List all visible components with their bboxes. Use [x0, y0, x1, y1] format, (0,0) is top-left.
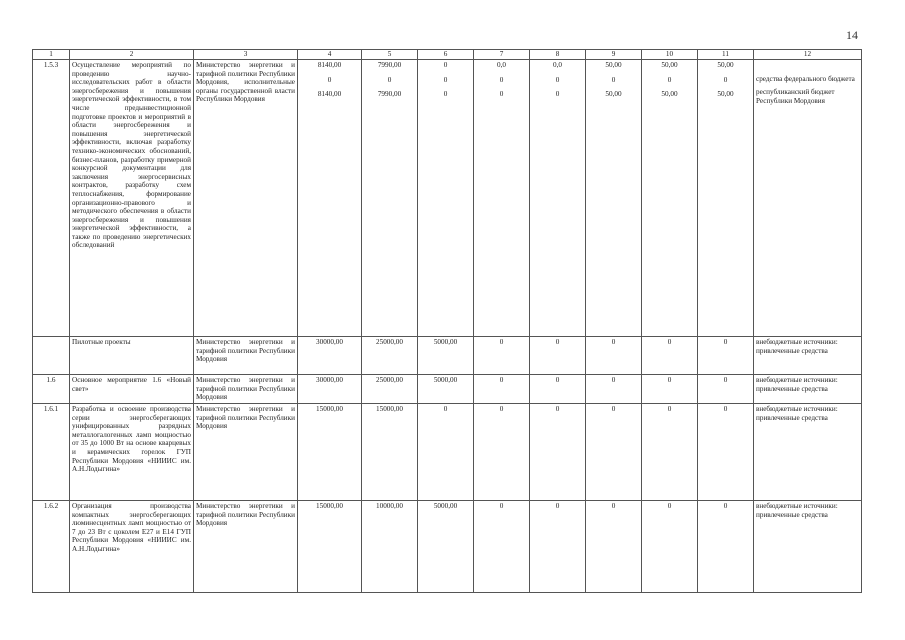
amount-total: 7990,00 — [377, 61, 402, 69]
amount: 0 — [586, 501, 642, 593]
amount-cell — [698, 60, 754, 337]
amount-total: 8140,00 — [317, 61, 342, 69]
amount-cell — [474, 60, 530, 337]
funding-source-cell — [754, 60, 862, 337]
amount-federal: 0 — [667, 75, 672, 84]
row-number: 1.6.2 — [33, 501, 70, 593]
amount-cell — [298, 60, 362, 337]
amount: 0 — [642, 501, 698, 593]
activity-description: Пилотные проекты — [70, 337, 194, 375]
col-header: 9 — [586, 50, 642, 60]
amount: 5000,00 — [418, 501, 474, 593]
funding-source: внебюджетные источники: привлеченные средства — [754, 404, 862, 501]
amount: 5000,00 — [418, 375, 474, 404]
amount: 0 — [474, 501, 530, 593]
col-header: 5 — [362, 50, 418, 60]
funding-source: внебюджетные источники: привлеченные средства — [754, 501, 862, 593]
amount-cell — [362, 60, 418, 337]
funding-source: внебюджетные источники: привлеченные средства — [754, 337, 862, 375]
amount-republic: 50,00 — [661, 90, 678, 99]
amount: 0 — [530, 375, 586, 404]
amount: 10000,00 — [362, 501, 418, 593]
table-row — [33, 60, 862, 337]
amount-total: 0 — [443, 61, 448, 69]
amount: 0 — [642, 337, 698, 375]
amount: 0 — [530, 404, 586, 501]
executor: Министерство энергетики и тарифной политики Республики Мордовия — [194, 501, 298, 593]
amount: 0 — [642, 404, 698, 501]
amount-federal: 0 — [499, 75, 504, 84]
executor: Министерство энергетики и тарифной политики Республики Мордовия — [194, 337, 298, 375]
activity-description: Организация производства компактных энергосберегающих люминесцентных ламп мощностью от 7 до 23 Вт с цоколем E27 и E14 ГУП Республики Мордовия «НИИИС им. А.Н.Лодыгина» — [70, 501, 194, 593]
amount: 0 — [418, 404, 474, 501]
amount-cell — [530, 60, 586, 337]
col-header: 6 — [418, 50, 474, 60]
amount: 15000,00 — [362, 404, 418, 501]
amount: 0 — [474, 375, 530, 404]
row-number: 1.6.1 — [33, 404, 70, 501]
amount: 0 — [474, 337, 530, 375]
row-number — [33, 337, 70, 375]
amount: 0 — [530, 337, 586, 375]
amount-cell — [418, 60, 474, 337]
executor: Министерство энергетики и тарифной политики Республики Мордовия — [194, 375, 298, 404]
funding-source: внебюджетные источники: привлеченные средства — [754, 375, 862, 404]
amount: 0 — [698, 375, 754, 404]
amount-republic: 8140,00 — [317, 90, 342, 99]
program-table — [32, 49, 862, 593]
amount: 5000,00 — [418, 337, 474, 375]
executor: Министерство энергетики и тарифной политики Республики Мордовия, исполнительные органы государственной власти Республики Мордовия — [194, 60, 298, 337]
amount-cell — [642, 60, 698, 337]
amount: 30000,00 — [298, 375, 362, 404]
col-header: 3 — [194, 50, 298, 60]
amount-total: 0,0 — [553, 61, 562, 69]
amount-cell — [586, 60, 642, 337]
col-header: 7 — [474, 50, 530, 60]
amount-republic: 7990,00 — [377, 90, 402, 99]
col-header: 8 — [530, 50, 586, 60]
col-header: 2 — [70, 50, 194, 60]
amount-federal: 0 — [555, 75, 560, 84]
col-header: 4 — [298, 50, 362, 60]
row-number: 1.5.3 — [33, 60, 70, 337]
amount: 25000,00 — [362, 337, 418, 375]
amount: 0 — [474, 404, 530, 501]
funding-source — [756, 61, 859, 70]
funding-source: средства федерального бюджета — [756, 74, 855, 83]
activity-description: Основное мероприятие 1.6 «Новый свет» — [70, 375, 194, 404]
amount-republic: 0 — [499, 90, 504, 99]
activity-description: Осуществление мероприятий по проведению научно-исследовательских работ в области энергосбережения и повышения энергетической эффективности, в том числе предынвестиционной подготовке проектов и мероприятий в области энергосбережения и повышения энергетической эффективности, включая разработку технико-экономических обоснований, бизнес-планов, разработку примерной конкурсной документации для заключения энергосервисных контрактов, разработку схем теплоснабжения, формирование организационно-правового и методического обеспечения в области энергосбережения и повышения энергетической эффективности, а также по проведению энергетических обследований — [70, 60, 194, 337]
amount-federal: 0 — [387, 75, 392, 84]
amount: 15000,00 — [298, 404, 362, 501]
amount: 0 — [586, 337, 642, 375]
amount-total: 0,0 — [497, 61, 506, 69]
activity-description: Разработка и освоение производства серии энергосберегающих унифицированных разрядных металлогалогенных ламп мощностью от 35 до 1000 Вт на основе кварцевых и керамических горелок ГУП Республики Мордовия «НИИИС им. А.Н.Лодыгина» — [70, 404, 194, 501]
amount-federal: 0 — [443, 75, 448, 84]
col-header: 12 — [754, 50, 862, 60]
amount: 30000,00 — [298, 337, 362, 375]
funding-source: республиканский бюджет Республики Мордовия — [756, 88, 835, 105]
amount-federal: 0 — [723, 75, 728, 84]
col-header: 1 — [33, 50, 70, 60]
executor: Министерство энергетики и тарифной политики Республики Мордовия — [194, 404, 298, 501]
row-number: 1.6 — [33, 375, 70, 404]
amount-republic: 50,00 — [605, 90, 622, 99]
table-row — [33, 404, 862, 501]
amount: 0 — [586, 404, 642, 501]
amount: 0 — [698, 501, 754, 593]
amount-total: 50,00 — [605, 61, 622, 69]
amount: 0 — [698, 404, 754, 501]
amount-total: 50,00 — [717, 61, 734, 69]
col-header: 10 — [642, 50, 698, 60]
amount: 15000,00 — [298, 501, 362, 593]
amount-republic: 50,00 — [717, 90, 734, 99]
amount-republic: 0 — [443, 90, 448, 99]
amount-federal: 0 — [327, 75, 332, 84]
amount-total: 50,00 — [661, 61, 678, 69]
amount-republic: 0 — [555, 90, 560, 99]
table-row — [33, 375, 862, 404]
amount: 0 — [642, 375, 698, 404]
page-number: 14 — [846, 28, 858, 42]
amount-federal: 0 — [611, 75, 616, 84]
column-number-row — [33, 50, 862, 60]
amount: 0 — [530, 501, 586, 593]
table-row — [33, 501, 862, 593]
amount: 0 — [698, 337, 754, 375]
table-row — [33, 337, 862, 375]
amount: 25000,00 — [362, 375, 418, 404]
col-header: 11 — [698, 50, 754, 60]
amount: 0 — [586, 375, 642, 404]
